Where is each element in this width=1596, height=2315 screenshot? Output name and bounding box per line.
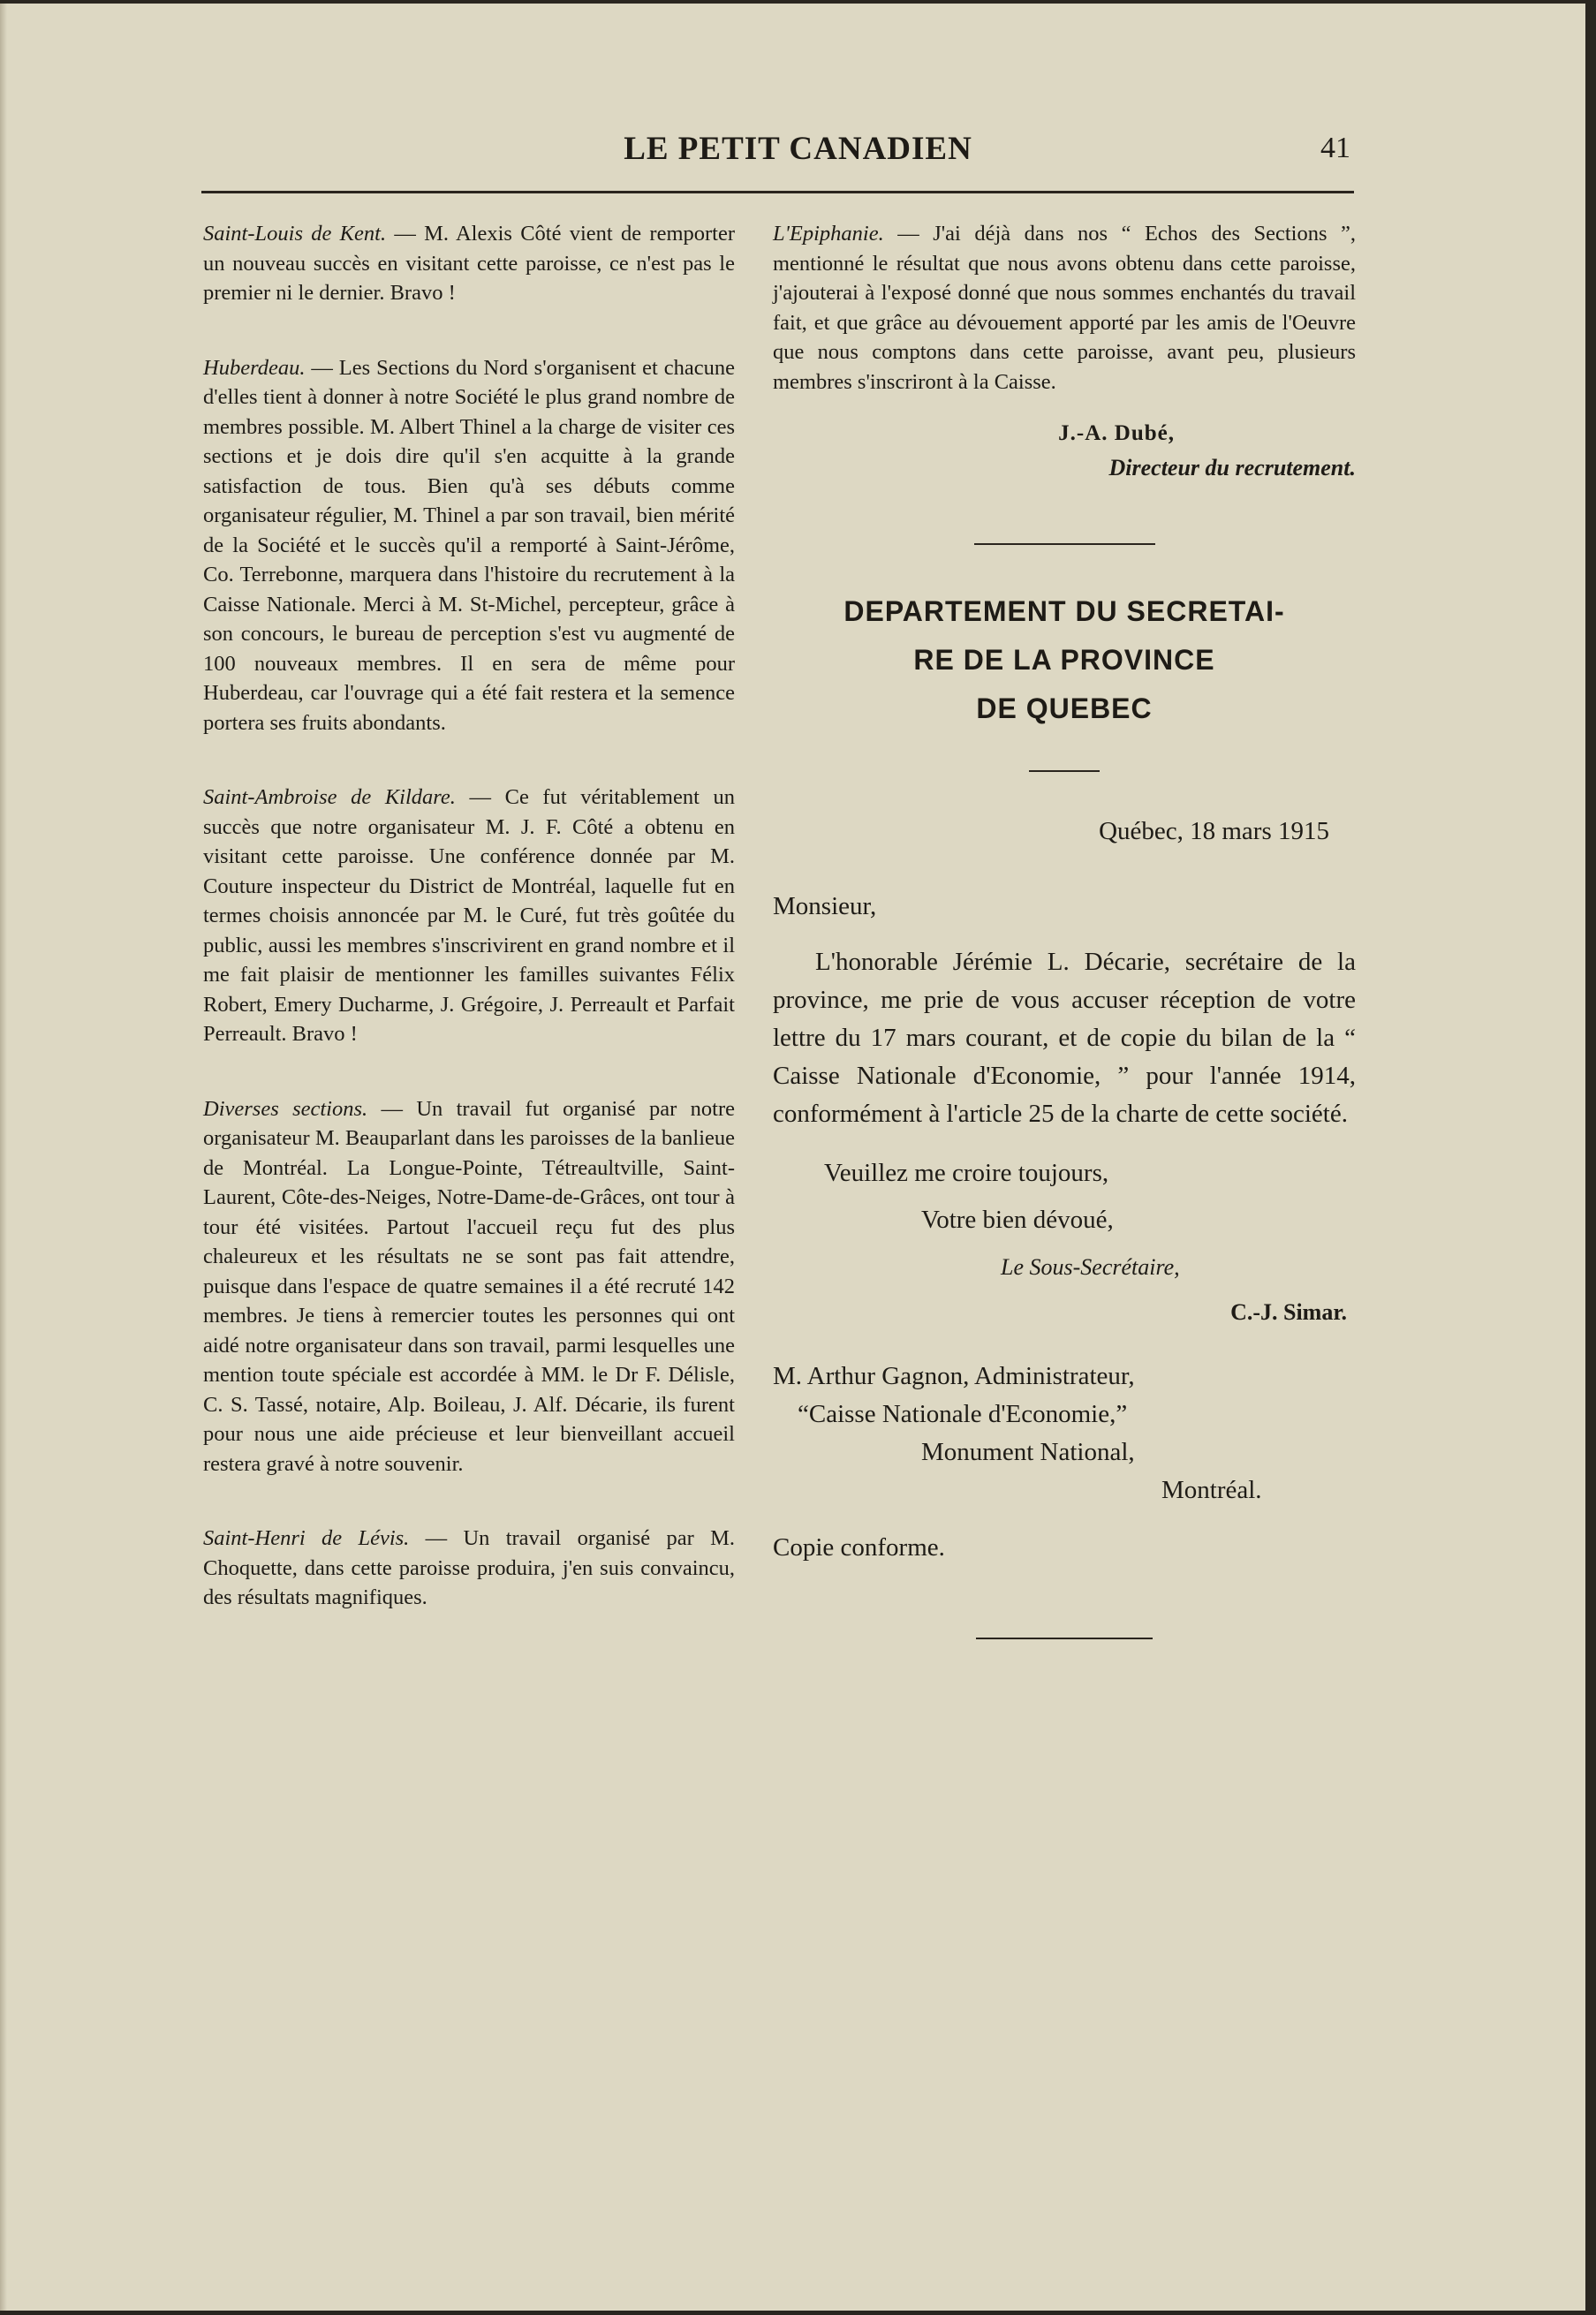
letter-closing: Veuillez me croire toujours, — [824, 1159, 1109, 1187]
section-text: — M. Alexis Côté vient de remporter un nouveau succès en visitant cette paroisse, ce n'est pas le premier ni le dernier. Bravo ! — [203, 222, 736, 305]
department-heading-line: DEPARTEMENT DU SECRETAI- — [843, 595, 1285, 627]
department-heading — [773, 587, 1356, 733]
letter-address-line: Montréal. — [1161, 1476, 1262, 1504]
official-letter — [773, 772, 1356, 1639]
letter-salutation: Monsieur, — [773, 892, 877, 920]
section-text: — Un travail fut organisé par notre organisateur M. Beauparlant dans les paroisses de la banlieue de Montréal. La Longue-Pointe, Tétreaultville, Saint-Laurent, Côte-des-Neiges, Notre-Dame-de-Grâces, ont tour à tour été visitées. Partout l'accueil reçu fut des plus chaleureux et les résultats ne se sont pas fait attendre, puisque dans l'espace de quatre semaines il a été recruté 142 membres. Je tiens à remercier toutes les personnes qui ont aidé notre organisateur dans son travail, parmi lesquelles une mention toute spéciale est accordée à MM. le Dr F. Délisle, C. S. Tassé, notaire, Alp. Boileau, J. Alf. Décarie, ils furent pour nous une aide précieuse et leur bienveillant accueil restera gravé à notre souvenir. — [203, 1096, 735, 1476]
letter-signer-name: C.-J. Simar. — [1230, 1299, 1347, 1325]
page-number: 41 — [1320, 132, 1350, 164]
section-lead: Saint-Ambroise de Kildare. — [203, 785, 456, 809]
letter-address-line: Monument National, — [921, 1438, 1135, 1466]
letter-body: L'honorable Jérémie L. Décarie, secrétaire de la province, me prie de vous accuser réception de votre lettre du 17 mars courant, et de copie du bilan de la “ Caisse Nationale d'Economie, ” pour l'année 1914, conformément à l'article 25 de la charte de cette société. — [773, 948, 1356, 1128]
department-heading-line: DE QUEBEC — [976, 692, 1153, 724]
section-report — [203, 353, 735, 738]
copy-note: Copie conforme. — [773, 1533, 945, 1562]
letter-address-line: “Caisse Nationale d'Economie,” — [798, 1400, 1128, 1428]
section-text: — Ce fut véritablement un succès que notre organisateur M. J. F. Côté a obtenu en visitant cette paroisse. Une conférence donnée par M. Couture inspecteur du District de Montréal, laquelle fut en termes choisis annoncée par M. le Curé, fut très goûtée du public, aussi les membres s'inscrivirent en grand nombre et il me fait plaisir de mentionner les familles suivantes Félix Robert, Emery Ducharme, J. Grégoire, J. Perreault et Parfait Perreault. Bravo ! — [203, 785, 736, 1046]
right-column — [773, 219, 1356, 1639]
running-header-title: LE PETIT CANADIEN — [624, 131, 972, 167]
section-report — [203, 783, 735, 1049]
section-text: — Un travail organisé par M. Choquette, dans cette paroisse produira, j'en suis convaincu, des résultats magnifiques. — [203, 1526, 735, 1609]
magazine-page — [0, 4, 1585, 2311]
section-report — [203, 1094, 735, 1479]
section-report — [773, 219, 1356, 397]
section-lead: Saint-Louis de Kent. — [203, 222, 387, 246]
letter-devotion: Votre bien dévoué, — [921, 1206, 1114, 1234]
recruitment-director-title: Directeur du recrutement. — [1108, 455, 1356, 480]
letter-address-line: M. Arthur Gagnon, Administrateur, — [773, 1362, 1135, 1390]
section-text: — J'ai déjà dans nos “ Echos des Sections ”, mentionné le résultat que nous avons obtenu dans cette paroisse, j'ajouterai à l'exposé donné que nous sommes enchantés du travail fait, et que grâce au dévouement apporté par les amis de l'Oeuvre que nous comptons dans cette paroisse, avant peu, plusieurs membres s'inscriront à la Caisse. — [773, 222, 1356, 394]
section-report — [203, 1524, 735, 1613]
section-lead: L'Epiphanie. — [773, 222, 884, 246]
header-rule — [201, 191, 1354, 193]
letter-signer-role: Le Sous-Secrétaire, — [1001, 1254, 1180, 1280]
section-lead: Diverses sections. — [203, 1096, 368, 1121]
page-spine-shadow — [0, 4, 7, 2311]
section-text: — Les Sections du Nord s'organisent et chacune d'elles tient à donner à notre Société le plus grand nombre de membres possible. M. Albert Thinel a la charge de visiter ces sections et je dois dire qu'il s'en acquitte à la grande satisfaction de tous. Bien qu'à ses débuts comme organisateur régulier, M. Thinel a par son travail, bien mérité de la Société et le succès qu'il a remporté à Saint-Jérôme, Co. Terrebonne, marquera dans l'histoire du recrutement à la Caisse Nationale. Merci à M. St-Michel, percepteur, grâce à son concours, le bureau de perception s'est vu augmenté de 100 nouveaux membres. Il en sera de même pour Huberdeau, car l'ouvrage qui a été fait restera et la semence portera ses fruits abondants. — [203, 355, 735, 735]
letter-date: Québec, 18 mars 1915 — [1099, 817, 1329, 845]
section-lead: Saint-Henri de Lévis. — [203, 1526, 410, 1550]
section-report — [203, 219, 735, 308]
section-divider — [976, 1638, 1153, 1639]
department-heading-line: RE DE LA PROVINCE — [913, 644, 1215, 676]
recruitment-director-name: J.-A. Dubé, — [1058, 421, 1175, 445]
section-lead: Huberdeau. — [203, 355, 306, 380]
left-column — [203, 219, 735, 1658]
